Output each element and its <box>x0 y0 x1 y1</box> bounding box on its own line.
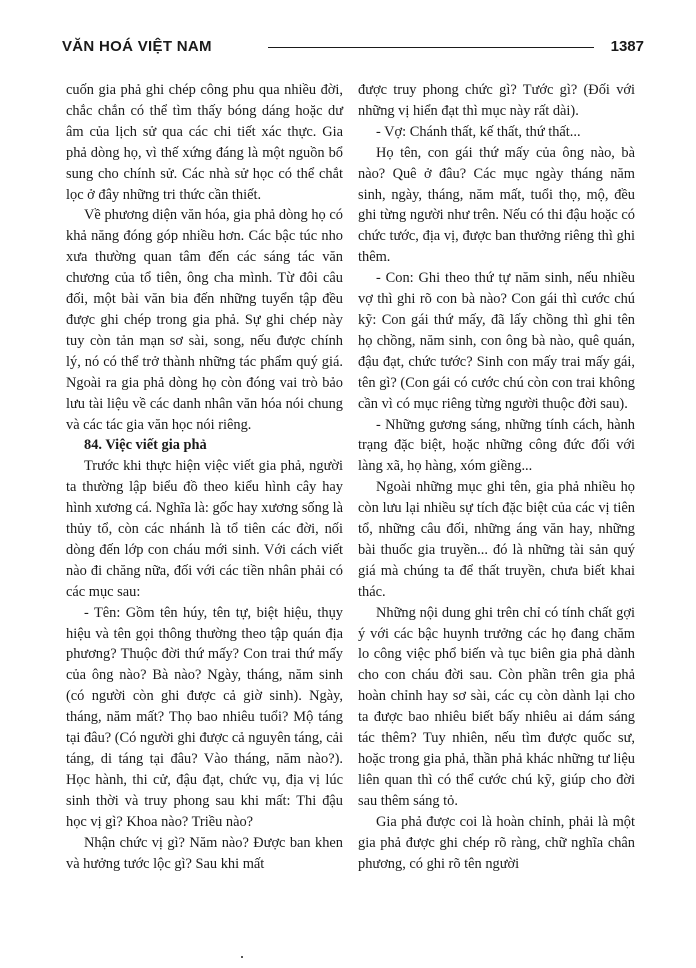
paragraph: cuốn gia phả ghi chép công phu qua nhiều đời, chắc chắn có thể tìm thấy bóng dáng hoặc dư âm của lịch sử qua các chi tiết xác thực. Gia phả dòng họ, vì thế xứng đáng là một nguồn bổ sung cho chính sử. Các nhà sử học có thể chắt lọc ở đây những tri thức cần thiết. <box>66 82 343 203</box>
paragraph: Họ tên, con gái thứ mấy của ông nào, bà nào? Quê ở đâu? Các mục ngày tháng năm sinh, ngày, tháng, năm mất, tuổi thọ, mộ, đều ghi từng người như trên. Nếu có thi đậu hoặc có chức tước, địa vị, được ban thưởng riêng thì ghi thêm. <box>358 144 635 266</box>
paragraph: - Những gương sáng, những tính cách, hành trạng đặc biệt, hoặc những công đức đối với làng xã, họ hàng, xóm giềng... <box>358 416 635 475</box>
running-title: VĂN HOÁ VIỆT NAM <box>62 38 212 55</box>
paragraph: - Vợ: Chánh thất, kế thất, thứ thất... <box>376 123 581 140</box>
header-rule <box>268 47 594 48</box>
paragraph: Những nội dung ghi trên chỉ có tính chất gợi ý với các bậc huynh trưởng các họ đang chăm lo công việc phổ biến và tục biên gia phả dành cho con cháu đời sau. Còn phần trên gia phả hoàn chỉnh hay sơ sài, các cụ còn dành lại cho ta được bao nhiêu biết bấy nhiêu ai dám sáng tác thêm? Tuy nhiên, nếu tìm được quốc sư, hoặc trong gia phả, thần phả khác những tư liệu liên quan thì có thể cước chú kỹ, giúp cho đời sau thêm sáng tỏ. <box>358 604 635 809</box>
print-dot <box>241 956 243 958</box>
left-column <box>66 80 343 874</box>
page-header <box>62 38 644 62</box>
paragraph: - Con: Ghi theo thứ tự năm sinh, nếu nhiều vợ thì ghi rõ con bà nào? Con gái thì cước chú kỹ: Con gái thứ mấy, đã lấy chồng thì ghi tên họ chồng, năm sinh, con ông bà nào, quê quán, đậu đạt, chức tước? Sinh con mấy trai mấy gái, tên gì? (Con gái có cước chú còn con trai không cần vì có mục riêng từng người thuộc đời sau). <box>358 270 635 412</box>
paragraph: Nhận chức vị gì? Năm nào? Được ban khen và hưởng tước lộc gì? Sau khi mất <box>66 834 343 872</box>
right-column <box>358 80 635 874</box>
paragraph: Gia phả được coi là hoàn chỉnh, phải là một gia phả được ghi chép rõ ràng, chữ nghĩa chân phương, có ghi rõ tên người <box>358 813 635 872</box>
page-number: 1387 <box>610 38 644 55</box>
paragraph: được truy phong chức gì? Tước gì? (Đối với những vị hiển đạt thì mục này rất dài). <box>358 82 635 119</box>
paragraph: Trước khi thực hiện việc viết gia phả, người ta thường lập biểu đồ theo kiểu hình cây hay hình xương cá. Nghĩa là: gốc hay xương sống là thủy tổ, còn các nhánh là tổ tiên các đời, nối dòng đến lớp con cháu mới sinh. Với cách viết nào đi chăng nữa, đối với các tiền nhân phải có các mục sau: <box>66 458 344 600</box>
paragraph: Về phương diện văn hóa, gia phả dòng họ có khả năng đóng góp nhiều hơn. Các bậc túc nho xưa thường quan tâm đến các sáng tác văn chương của tổ tiên, ông cha mình. Từ đôi câu đối, một bài văn bia đến những tuyển tập đều được ghi chép trong gia phả. Sự ghi chép này tuy còn tản mạn sơ sài, song, nếu được chính lý, nó có thể trở thành những tác phẩm quý giá. Ngoài ra gia phả dòng họ còn đóng vai trò bảo lưu tài liệu về các danh nhân văn hóa nói chung và các tác gia văn học nói riêng. <box>66 207 343 433</box>
paragraph: - Tên: Gồm tên húy, tên tự, biệt hiệu, thụy hiệu và tên gọi thông thường theo tập quán địa phương? Thuộc đời thứ mấy? Con trai thứ mấy của ông nào? Bà nào? Ngày, tháng, năm sinh (có người còn ghi được cả giờ sinh). Ngày, tháng, năm mất? Thọ bao nhiêu tuổi? Mộ táng tại đâu? (Có người ghi được cả nguyên táng, cải táng, di táng tại đâu? Vào tháng, năm nào?). Học hành, thi cử, đậu đạt, chức vụ, địa vị lúc sinh thời và truy phong sau khi mất: Thi đậu học vị gì? Khoa nào? Triều nào? <box>66 604 343 830</box>
section-heading: 84. Việc viết gia phả <box>84 437 207 454</box>
paragraph: Ngoài những mục ghi tên, gia phả nhiều họ còn lưu lại nhiều sự tích đặc biệt của các vị tiên tổ, những câu đối, những áng văn hay, những bài thuốc gia truyền... đó là những tài sản quý giá mà chúng ta để thất truyền, chưa biết khai thác. <box>358 479 635 600</box>
